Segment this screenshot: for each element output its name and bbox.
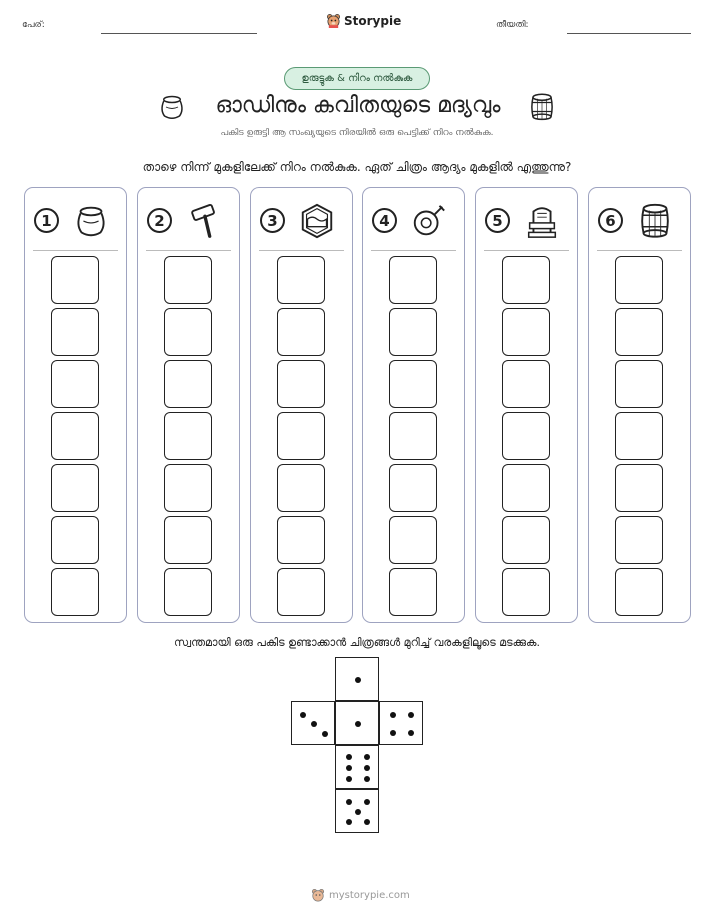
color-box[interactable] bbox=[389, 412, 437, 460]
footer bbox=[311, 888, 410, 902]
color-box[interactable] bbox=[164, 412, 212, 460]
subtitle: പകിട ഉരുട്ടി ആ സംഖ്യയുടെ നിരയിൽ ഒരു പെട്ടിക്ക് നിറം നൽകുക. bbox=[220, 128, 494, 138]
column-1 bbox=[24, 187, 127, 623]
color-box[interactable] bbox=[389, 360, 437, 408]
color-box[interactable] bbox=[277, 412, 325, 460]
die-pip bbox=[364, 799, 370, 805]
die-pip bbox=[300, 712, 306, 718]
color-box[interactable] bbox=[277, 308, 325, 356]
column-divider bbox=[597, 250, 682, 251]
die-pip bbox=[346, 754, 352, 760]
die-face-1 bbox=[335, 657, 379, 701]
column-header bbox=[363, 188, 464, 250]
color-box[interactable] bbox=[164, 464, 212, 512]
date-line[interactable] bbox=[567, 33, 691, 34]
brand-name: Storypie bbox=[344, 13, 402, 28]
color-box[interactable] bbox=[389, 568, 437, 616]
color-box[interactable] bbox=[615, 256, 663, 304]
pot-icon bbox=[72, 202, 110, 240]
column-number: 2 bbox=[147, 208, 172, 233]
pot-icon bbox=[157, 92, 187, 122]
date-label: തീയതി: bbox=[496, 20, 529, 30]
color-box[interactable] bbox=[51, 360, 99, 408]
die-pip bbox=[346, 776, 352, 782]
barrel-icon bbox=[636, 202, 674, 240]
storypie-bear-icon bbox=[311, 888, 325, 902]
column-header bbox=[25, 188, 126, 250]
die-face-5 bbox=[335, 789, 379, 833]
barrel-icon bbox=[527, 92, 557, 122]
die-pip bbox=[408, 730, 414, 736]
color-box[interactable] bbox=[389, 516, 437, 564]
color-box[interactable] bbox=[615, 308, 663, 356]
color-box[interactable] bbox=[389, 256, 437, 304]
storypie-bear-icon bbox=[326, 13, 341, 28]
mead-hexagon-icon bbox=[298, 202, 336, 240]
column-divider bbox=[33, 250, 118, 251]
color-box[interactable] bbox=[277, 256, 325, 304]
column-header bbox=[251, 188, 352, 250]
die-pip bbox=[355, 809, 361, 815]
column-2 bbox=[137, 187, 240, 623]
die-pip bbox=[355, 677, 361, 683]
column-5 bbox=[475, 187, 578, 623]
footer-url: mystorypie.com bbox=[329, 889, 410, 901]
color-box[interactable] bbox=[164, 308, 212, 356]
die-pip bbox=[364, 819, 370, 825]
color-box[interactable] bbox=[502, 464, 550, 512]
color-box[interactable] bbox=[51, 516, 99, 564]
column-divider bbox=[371, 250, 456, 251]
brand-logo bbox=[326, 13, 401, 28]
color-box[interactable] bbox=[51, 256, 99, 304]
column-number: 3 bbox=[260, 208, 285, 233]
color-box[interactable] bbox=[277, 464, 325, 512]
column-3 bbox=[250, 187, 353, 623]
die-face-3 bbox=[291, 701, 335, 745]
column-divider bbox=[259, 250, 344, 251]
page-title: ഓഡിനും കവിതയുടെ മദ്യവും bbox=[215, 93, 501, 118]
column-header bbox=[138, 188, 239, 250]
die-face-1 bbox=[335, 701, 379, 745]
name-label: പേര്: bbox=[22, 20, 45, 30]
color-box[interactable] bbox=[502, 308, 550, 356]
color-box[interactable] bbox=[389, 464, 437, 512]
die-pip bbox=[408, 712, 414, 718]
column-number: 1 bbox=[34, 208, 59, 233]
column-number: 5 bbox=[485, 208, 510, 233]
die-face-4 bbox=[379, 701, 423, 745]
die-pip bbox=[390, 712, 396, 718]
color-box[interactable] bbox=[51, 568, 99, 616]
color-box[interactable] bbox=[164, 516, 212, 564]
hammer-icon bbox=[185, 202, 223, 240]
color-box[interactable] bbox=[502, 412, 550, 460]
ring-icon bbox=[410, 202, 448, 240]
color-box[interactable] bbox=[502, 568, 550, 616]
die-pip bbox=[346, 819, 352, 825]
color-box[interactable] bbox=[502, 256, 550, 304]
column-4 bbox=[362, 187, 465, 623]
color-box[interactable] bbox=[502, 516, 550, 564]
make-die-instruction: സ്വന്തമായി ഒരു പകിട ഉണ്ടാക്കാൻ ചിത്രങ്ങൾ മുറിച്ച് വരകളിലൂടെ മടക്കുക. bbox=[174, 636, 540, 649]
column-divider bbox=[146, 250, 231, 251]
color-box[interactable] bbox=[164, 256, 212, 304]
die-pip bbox=[355, 721, 361, 727]
die-pip bbox=[346, 765, 352, 771]
column-6 bbox=[588, 187, 691, 623]
color-box[interactable] bbox=[502, 360, 550, 408]
die-pip bbox=[322, 731, 328, 737]
color-box[interactable] bbox=[277, 516, 325, 564]
die-pip bbox=[390, 730, 396, 736]
color-box[interactable] bbox=[164, 568, 212, 616]
color-box[interactable] bbox=[277, 568, 325, 616]
name-line[interactable] bbox=[101, 33, 257, 34]
die-face-6 bbox=[335, 745, 379, 789]
column-header bbox=[476, 188, 577, 250]
column-number: 6 bbox=[598, 208, 623, 233]
color-box[interactable] bbox=[51, 308, 99, 356]
column-header bbox=[589, 188, 690, 250]
die-pip bbox=[364, 776, 370, 782]
activity-tag: ഉരുട്ടുക & നിറം നൽകുക bbox=[284, 67, 430, 90]
color-box[interactable] bbox=[51, 412, 99, 460]
color-box[interactable] bbox=[615, 412, 663, 460]
die-pip bbox=[311, 721, 317, 727]
color-box[interactable] bbox=[51, 464, 99, 512]
die-pip bbox=[364, 754, 370, 760]
die-pip bbox=[346, 799, 352, 805]
die-pip bbox=[364, 765, 370, 771]
color-box[interactable] bbox=[389, 308, 437, 356]
column-divider bbox=[484, 250, 569, 251]
throne-icon bbox=[523, 202, 561, 240]
color-box[interactable] bbox=[615, 516, 663, 564]
color-box[interactable] bbox=[615, 568, 663, 616]
color-box[interactable] bbox=[615, 360, 663, 408]
color-box[interactable] bbox=[277, 360, 325, 408]
column-number: 4 bbox=[372, 208, 397, 233]
color-box[interactable] bbox=[615, 464, 663, 512]
color-box[interactable] bbox=[164, 360, 212, 408]
instruction: താഴെ നിന്ന് മുകളിലേക്ക് നിറം നൽകുക. ഏത് ചിത്രം ആദ്യം മുകളിൽ എത്തുന്നു? bbox=[142, 160, 572, 174]
